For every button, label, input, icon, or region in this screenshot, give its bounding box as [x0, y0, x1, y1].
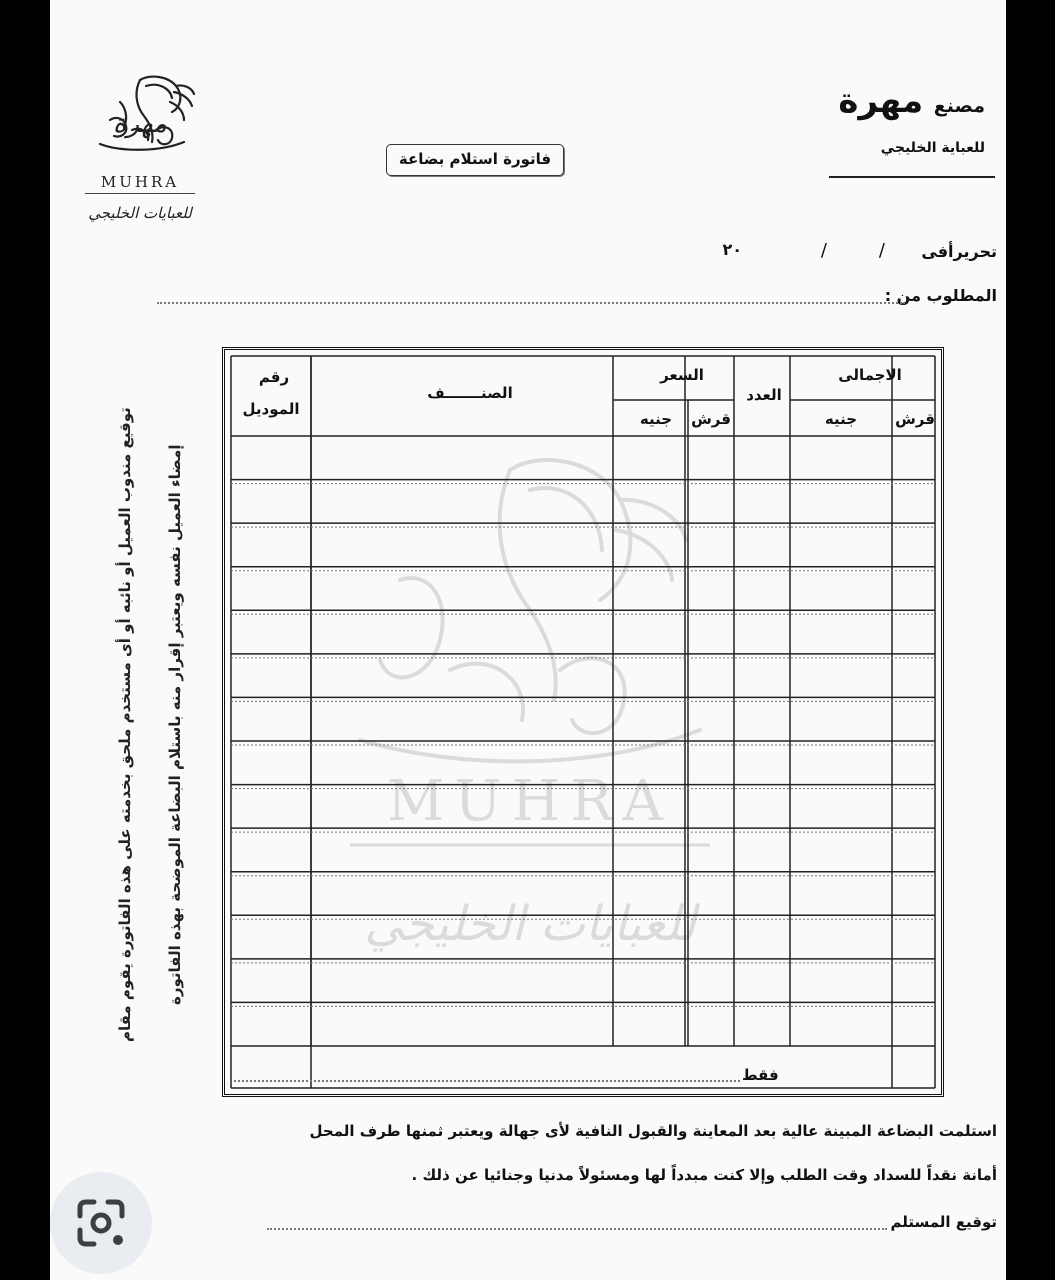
- footer-text-1: استلمت البضاعة المبينة عالية بعد المعاينة والقبول النافية لأى جهالة ويعتبر ثمنها طرف المحل: [309, 1122, 997, 1140]
- factory-heading: [805, 78, 985, 156]
- total-in-words-line[interactable]: [234, 1080, 740, 1082]
- items-table: [222, 347, 944, 1097]
- svg-text:مهرة: مهرة: [113, 109, 167, 139]
- requested-from-row: [157, 286, 997, 312]
- logo-arabic-tagline: للعبايات الخليجي: [88, 204, 192, 222]
- side-note-1: توقيع مندوب العميل أو نائبه أو أى مستخدم ملحق بخدمته على هذه الفاتورة يقوم مقام: [116, 407, 134, 1043]
- header-quantity: العدد: [746, 386, 782, 404]
- header-price-pound: جنيه: [639, 410, 673, 428]
- date-label: تحريرأفى: [921, 242, 997, 261]
- factory-underline: [829, 176, 995, 178]
- date-row: [677, 238, 997, 268]
- signature-label: توقيع المستلم: [890, 1213, 997, 1231]
- factory-prefix: مصنع: [933, 95, 985, 117]
- header-total-pound: جنيه: [824, 410, 858, 428]
- signature-line[interactable]: [267, 1228, 887, 1230]
- date-separator: /: [878, 240, 885, 261]
- factory-name: [805, 78, 985, 126]
- side-note-2: إمضاء العميل نفسه ويعتبر إقرار منه باستلام البضاعة الموضحة بهذه الفاتورة: [166, 444, 184, 1006]
- total-in-words-label: فقط: [742, 1066, 779, 1084]
- requested-from-label: المطلوب من :: [884, 286, 997, 305]
- header-total-piaster: قرش: [895, 410, 935, 428]
- logo-divider: [85, 193, 195, 194]
- factory-subtitle: للعباية الخليجي: [880, 139, 985, 156]
- header-model-number: رقم: [258, 368, 290, 386]
- factory-brand: مهرة: [838, 81, 924, 121]
- logo-english-text: MUHRA: [100, 173, 180, 191]
- footer-text-2: أمانة نقداً للسداد وقت الطلب وإلا كنت مبدداً لها ومسئولاً مدنيا وجنائيا عن ذلك .: [411, 1166, 997, 1184]
- header-price: السعر: [660, 366, 704, 384]
- horse-logo-icon: [80, 72, 200, 167]
- muhra-logo: [80, 72, 200, 242]
- date-year: ٢٠: [722, 240, 742, 259]
- lens-search-icon: [50, 1172, 152, 1274]
- header-price-piaster: قرش: [691, 410, 731, 428]
- table-grid: [225, 350, 941, 1094]
- date-separator: /: [820, 240, 827, 261]
- lens-button[interactable]: [50, 1172, 152, 1274]
- document-title: فاتورة استلام بضاعة: [386, 144, 564, 176]
- header-total: الاجمالى: [838, 366, 902, 384]
- requested-from-line[interactable]: [157, 302, 905, 304]
- header-model: الموديل: [242, 400, 300, 418]
- signature-row: [267, 1213, 997, 1237]
- header-item: الصنـــــــف: [427, 384, 513, 402]
